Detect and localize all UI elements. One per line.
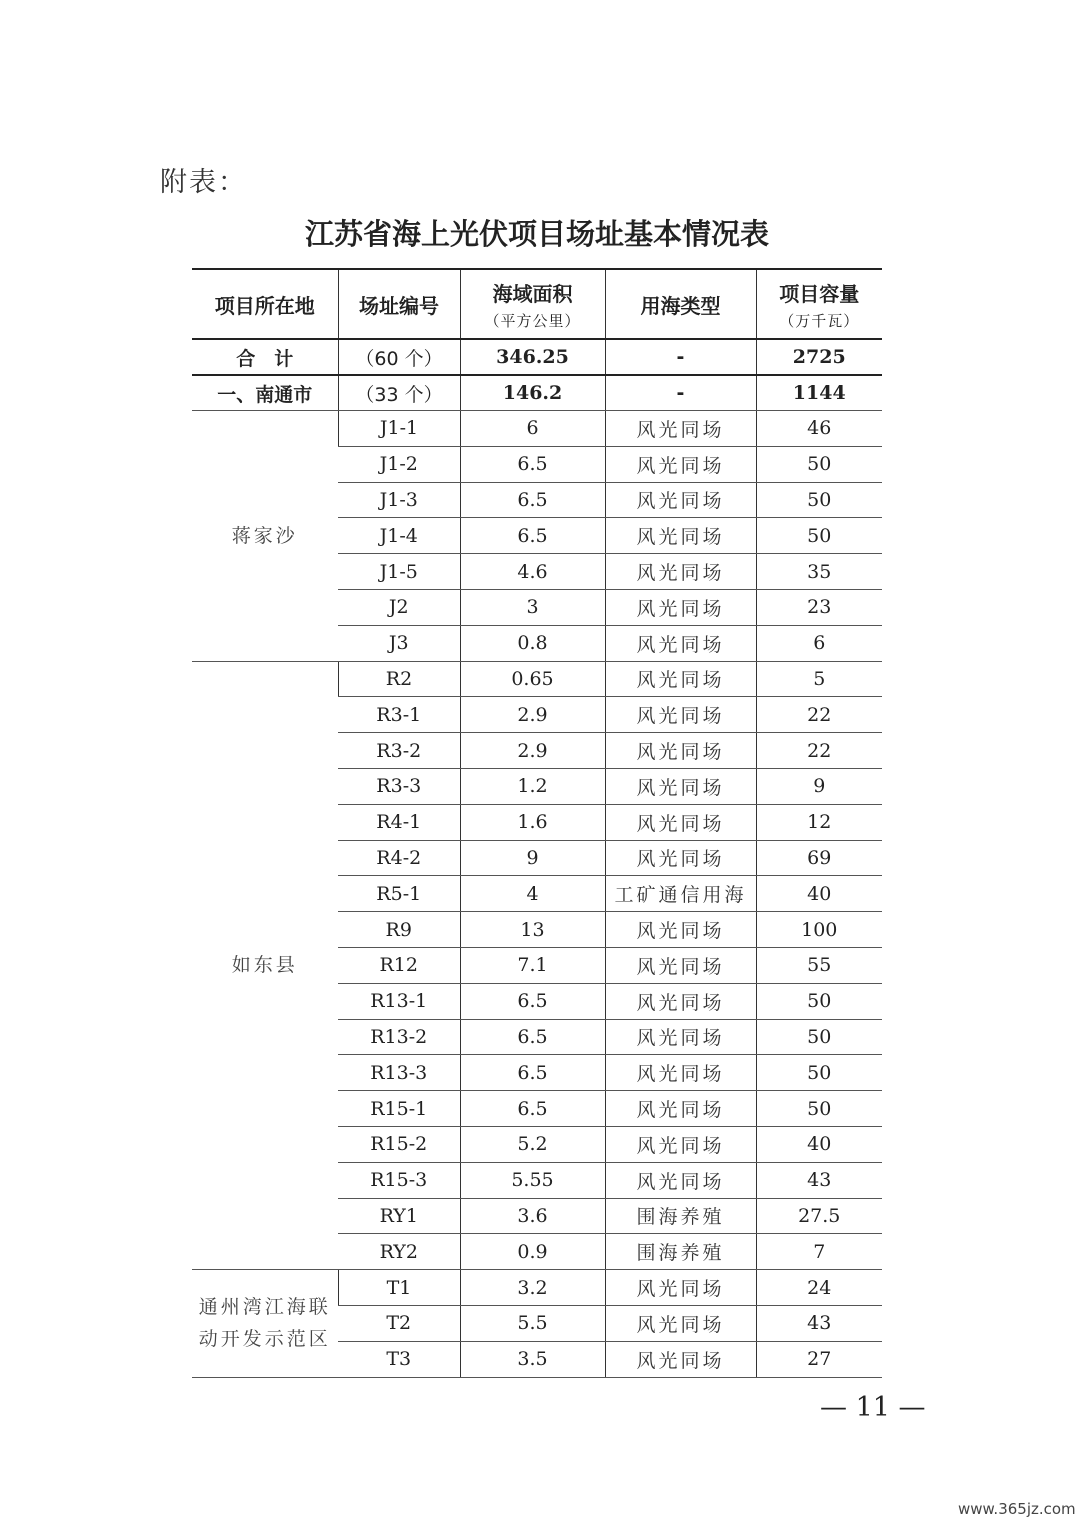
sea-use-type-cell: 风光同场 (605, 411, 756, 447)
site-rows (192, 411, 882, 1378)
sea-use-type-cell: 工矿通信用海 (605, 876, 756, 912)
sea-use-type-cell: 风光同场 (605, 589, 756, 625)
area-cell: 2.9 (460, 733, 605, 769)
area-cell: 13 (460, 912, 605, 948)
area-cell: 0.9 (460, 1234, 605, 1270)
capacity-cell: 43 (756, 1305, 882, 1341)
sea-use-type-cell: 风光同场 (605, 733, 756, 769)
header-area-label: 海域面积 (492, 281, 573, 306)
area-cell: 7.1 (460, 947, 605, 983)
capacity-cell: 6 (756, 625, 882, 661)
header-capacity-unit: （万千瓦） (779, 311, 860, 330)
area-cell: 6 (460, 411, 605, 447)
sea-use-type-cell: 风光同场 (605, 697, 756, 733)
site-id-cell: J1-2 (338, 446, 460, 482)
header-capacity (756, 269, 882, 339)
table-row (192, 661, 882, 697)
document-title: 江苏省海上光伏项目场址基本情况表 (304, 217, 769, 251)
site-id-cell: J1-1 (338, 411, 460, 447)
site-id-cell: R9 (338, 912, 460, 948)
capacity-cell: 27.5 (756, 1198, 882, 1234)
capacity-cell: 50 (756, 518, 882, 554)
sea-use-type-cell: 风光同场 (605, 1126, 756, 1162)
site-id-cell: R3-3 (338, 768, 460, 804)
area-cell: 6.5 (460, 1019, 605, 1055)
capacity-cell: 23 (756, 589, 882, 625)
sea-use-type-cell: 风光同场 (605, 840, 756, 876)
header-area-unit: （平方公里） (484, 311, 581, 330)
area-cell: 4.6 (460, 554, 605, 590)
site-table (192, 268, 882, 1378)
area-cell: 5.2 (460, 1126, 605, 1162)
site-id-cell: J3 (338, 625, 460, 661)
capacity-cell: 35 (756, 554, 882, 590)
area-cell: 4 (460, 876, 605, 912)
city-row (192, 375, 882, 411)
site-id-cell: R15-2 (338, 1126, 460, 1162)
header-site-id: 场址编号 (338, 269, 460, 339)
header-location: 项目所在地 (192, 269, 338, 339)
site-id-cell: R13-1 (338, 983, 460, 1019)
capacity-cell: 50 (756, 1091, 882, 1127)
site-id-cell: R13-3 (338, 1055, 460, 1091)
city-type: - (605, 375, 756, 411)
total-row (192, 339, 882, 375)
area-cell: 6.5 (460, 446, 605, 482)
capacity-cell: 40 (756, 1126, 882, 1162)
capacity-cell: 22 (756, 697, 882, 733)
area-cell: 6.5 (460, 1091, 605, 1127)
area-cell: 1.2 (460, 768, 605, 804)
capacity-cell: 27 (756, 1341, 882, 1377)
header-capacity-label: 项目容量 (779, 281, 860, 306)
site-id-cell: R15-3 (338, 1162, 460, 1198)
table-row (192, 1270, 882, 1306)
site-id-cell: R3-2 (338, 733, 460, 769)
site-id-cell: R2 (338, 661, 460, 697)
site-id-cell: T1 (338, 1270, 460, 1306)
capacity-cell: 7 (756, 1234, 882, 1270)
sea-use-type-cell: 风光同场 (605, 1305, 756, 1341)
area-cell: 3 (460, 589, 605, 625)
header-sea-use-type: 用海类型 (605, 269, 756, 339)
location-cell: 通州湾江海联动开发示范区 (192, 1270, 338, 1377)
sea-use-type-cell: 风光同场 (605, 661, 756, 697)
capacity-cell: 55 (756, 947, 882, 983)
header-area (460, 269, 605, 339)
capacity-cell: 40 (756, 876, 882, 912)
capacity-cell: 9 (756, 768, 882, 804)
capacity-cell: 69 (756, 840, 882, 876)
area-cell: 2.9 (460, 697, 605, 733)
capacity-cell: 50 (756, 482, 882, 518)
sea-use-type-cell: 围海养殖 (605, 1234, 756, 1270)
capacity-cell: 46 (756, 411, 882, 447)
site-id-cell: J1-3 (338, 482, 460, 518)
area-cell: 1.6 (460, 804, 605, 840)
sea-use-type-cell: 风光同场 (605, 1055, 756, 1091)
total-area: 346.25 (460, 339, 605, 375)
city-label: 一、南通市 (192, 375, 338, 411)
area-cell: 3.2 (460, 1270, 605, 1306)
watermark: www.365jz.com (958, 1500, 1076, 1518)
sea-use-type-cell: 风光同场 (605, 804, 756, 840)
sea-use-type-cell: 风光同场 (605, 1162, 756, 1198)
sea-use-type-cell: 风光同场 (605, 1270, 756, 1306)
capacity-cell: 50 (756, 983, 882, 1019)
sea-use-type-cell: 风光同场 (605, 554, 756, 590)
site-id-cell: J1-4 (338, 518, 460, 554)
area-cell: 6.5 (460, 1055, 605, 1091)
area-cell: 0.8 (460, 625, 605, 661)
site-id-cell: J1-5 (338, 554, 460, 590)
capacity-cell: 43 (756, 1162, 882, 1198)
site-id-cell: T2 (338, 1305, 460, 1341)
area-cell: 3.6 (460, 1198, 605, 1234)
city-capacity: 1144 (756, 375, 882, 411)
capacity-cell: 5 (756, 661, 882, 697)
location-cell: 如东县 (192, 661, 338, 1270)
capacity-cell: 24 (756, 1270, 882, 1306)
capacity-cell: 12 (756, 804, 882, 840)
site-id-cell: R4-2 (338, 840, 460, 876)
site-id-cell: R4-1 (338, 804, 460, 840)
area-cell: 0.65 (460, 661, 605, 697)
total-label: 合 计 (192, 339, 338, 375)
site-id-cell: R13-2 (338, 1019, 460, 1055)
area-cell: 3.5 (460, 1341, 605, 1377)
site-id-cell: T3 (338, 1341, 460, 1377)
capacity-cell: 50 (756, 1055, 882, 1091)
sea-use-type-cell: 风光同场 (605, 768, 756, 804)
area-cell: 6.5 (460, 518, 605, 554)
capacity-cell: 50 (756, 446, 882, 482)
site-id-cell: RY2 (338, 1234, 460, 1270)
table-header-row (192, 269, 882, 339)
capacity-cell: 22 (756, 733, 882, 769)
total-capacity: 2725 (756, 339, 882, 375)
area-cell: 5.5 (460, 1305, 605, 1341)
attachment-label: 附表： (160, 167, 247, 198)
table-row (192, 411, 882, 447)
area-cell: 6.5 (460, 983, 605, 1019)
sea-use-type-cell: 风光同场 (605, 446, 756, 482)
sea-use-type-cell: 风光同场 (605, 1091, 756, 1127)
sea-use-type-cell: 围海养殖 (605, 1198, 756, 1234)
total-count: （60 个） (338, 339, 460, 375)
total-type: - (605, 339, 756, 375)
page-number: — 11 — (820, 1392, 926, 1423)
site-id-cell: R12 (338, 947, 460, 983)
sea-use-type-cell: 风光同场 (605, 983, 756, 1019)
capacity-cell: 50 (756, 1019, 882, 1055)
sea-use-type-cell: 风光同场 (605, 1019, 756, 1055)
sea-use-type-cell: 风光同场 (605, 912, 756, 948)
capacity-cell: 100 (756, 912, 882, 948)
city-area: 146.2 (460, 375, 605, 411)
site-id-cell: RY1 (338, 1198, 460, 1234)
sea-use-type-cell: 风光同场 (605, 1341, 756, 1377)
area-cell: 5.55 (460, 1162, 605, 1198)
site-id-cell: R5-1 (338, 876, 460, 912)
area-cell: 6.5 (460, 482, 605, 518)
sea-use-type-cell: 风光同场 (605, 947, 756, 983)
location-cell: 蒋家沙 (192, 411, 338, 662)
site-id-cell: R3-1 (338, 697, 460, 733)
area-cell: 9 (460, 840, 605, 876)
sea-use-type-cell: 风光同场 (605, 482, 756, 518)
site-id-cell: J2 (338, 589, 460, 625)
sea-use-type-cell: 风光同场 (605, 625, 756, 661)
site-id-cell: R15-1 (338, 1091, 460, 1127)
city-count: （33 个） (338, 375, 460, 411)
sea-use-type-cell: 风光同场 (605, 518, 756, 554)
